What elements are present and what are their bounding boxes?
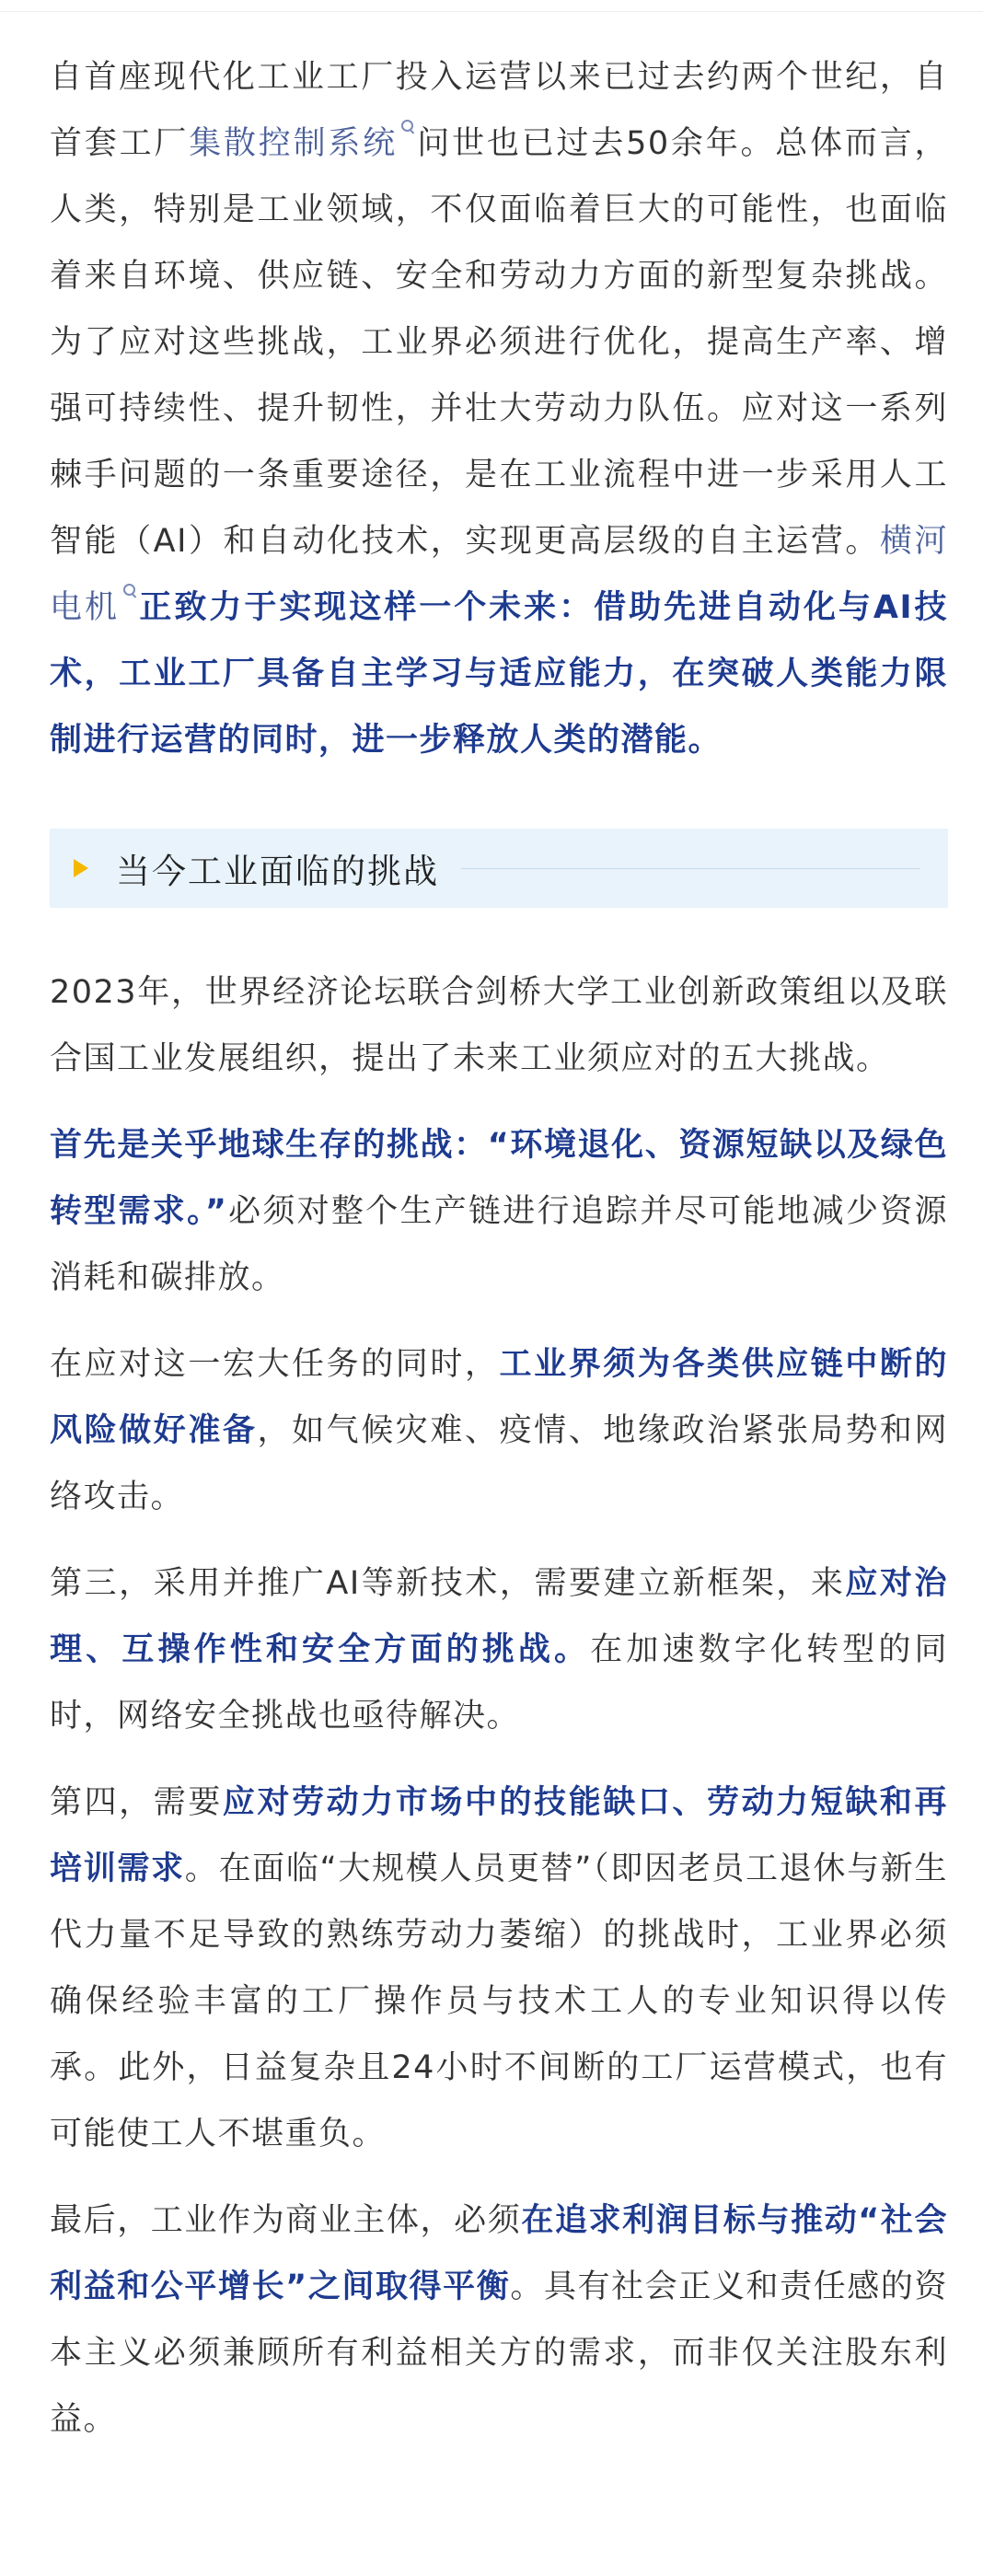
challenge-3-highlight: 应对治理、互操作性和安全方面的挑战。 [50,1565,948,1668]
challenge-3-text-2: 在加速数字化转型的同时，网络安全挑战也亟待解决。 [50,1631,948,1735]
section-title: 当今工业面临的挑战 [116,852,439,891]
challenge-1-text: 必须对整个生产链进行追踪并尽可能地减少资源消耗和碳排放。 [50,1193,948,1296]
paragraph-challenge-1 [50,1112,948,1311]
dcs-link[interactable]: 集散控制系统 [189,125,398,162]
challenge-4-highlight: 应对劳动力市场中的技能缺口、劳动力短缺和再培训需求 [50,1784,948,1887]
intro-text-2: 问世也已过去50余年。总体而言，人类，特别是工业领域，不仅面临着巨大的可能性，也面临着来自环境、供应链、安全和劳动力方面的新型复杂挑战。为了应对这些挑战，工业界必须进行优化，提高生产率、增强可持续性、提升韧性，并壮大劳动力队伍。应对这一系列棘手问题的一条重要途径，是在工业流程中进一步采用人工智能（AI）和自动化技术，实现更高层级的自主运营。 [50,125,948,560]
challenge-1-highlight: 首先是关乎地球生存的挑战：“环境退化、资源短缺以及绿色转型需求。” [50,1127,948,1230]
challenge-5-text-2: 。具有社会正义和责任感的资本主义必须兼顾所有利益相关方的需求，而非仅关注股东利益。 [50,2269,948,2438]
challenge-3-text-1: 第三，采用并推广AI等新技术，需要建立新框架，来 [50,1565,846,1602]
challenge-4-text-1: 第四，需要 [50,1784,223,1821]
challenge-4-text-2: 。在面临“大规模人员更替”（即因老员工退休与新生代力量不足导致的熟练劳动力萎缩）的挑战时，工业界必须确保经验丰富的工厂操作员与技术工人的专业知识得以传承。此外，日益复杂且24小时不间断的工厂运营模式，也有可能使工人不堪重负。 [50,1851,948,2152]
challenge-5-highlight: 在追求利润目标与推动“社会利益和公平增长”之间取得平衡 [50,2202,948,2305]
paragraph-challenge-2 [50,1331,948,1530]
paragraph-five-challenges: 2023年，世界经济论坛联合剑桥大学工业创新政策组以及联合国工业发展组织，提出了未来工业须应对的五大挑战。 [50,974,948,1077]
challenge-5-text-1: 最后，工业作为商业主体，必须 [50,2202,522,2239]
challenge-2-text-2: ，如气候灾难、疫情、地缘政治紧张局势和网络攻击。 [50,1412,948,1515]
yokogawa-link[interactable]: 横河电机 [50,523,948,626]
intro-text-1: 自首座现代化工业工厂投入运营以来已过去约两个世纪，自首套工厂 [50,59,948,162]
paragraph-challenge-5 [50,2187,948,2453]
article-body [50,44,948,2473]
section-divider [461,868,920,869]
intro-highlight: 正致力于实现这样一个未来：借助先进自动化与AI技术，工业工厂具备自主学习与适应能力，在突破人类能力限制进行运营的同时，进一步释放人类的潜能。 [50,589,948,759]
search-icon[interactable] [399,118,416,138]
intro-paragraph [50,44,948,773]
paragraph-challenge-3 [50,1550,948,1749]
challenge-2-highlight: 工业界须为各类供应链中断的风险做好准备 [50,1346,948,1449]
triangle-bullet-icon [74,859,88,877]
search-icon[interactable] [121,582,138,602]
top-divider [0,11,983,12]
paragraph-challenge-4 [50,1770,948,2167]
challenge-2-text-1: 在应对这一宏大任务的同时， [50,1346,500,1383]
section-header [50,829,948,908]
